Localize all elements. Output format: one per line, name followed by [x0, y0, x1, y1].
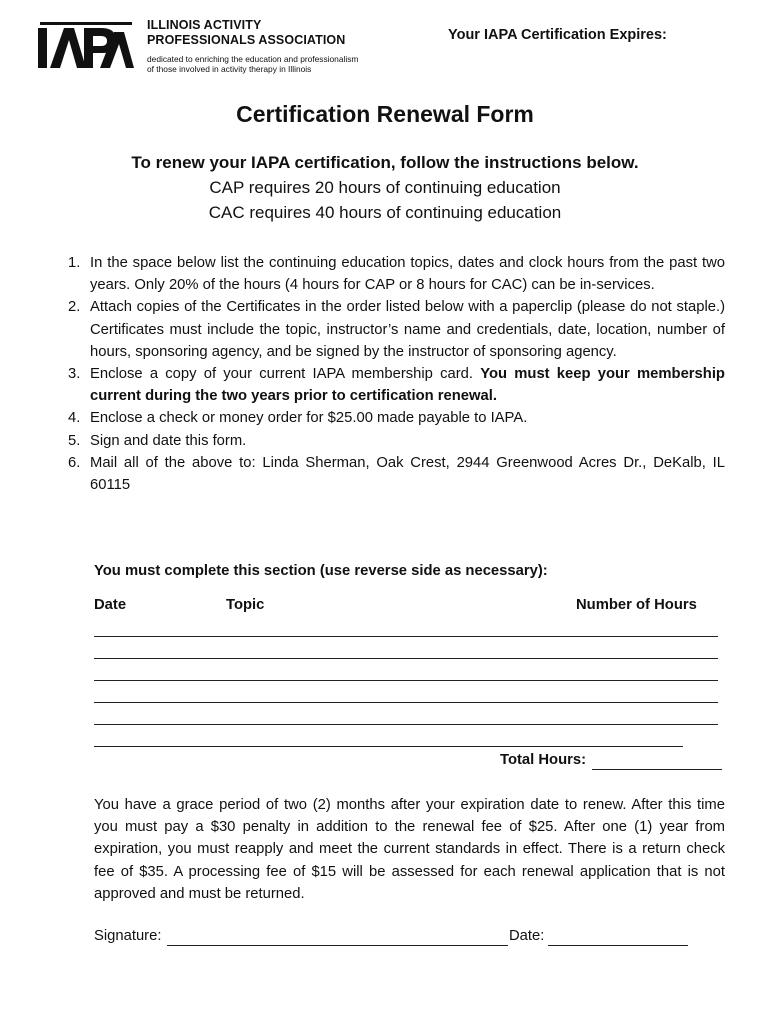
- org-name: [147, 18, 345, 48]
- grace-period-text: You have a grace period of two (2) months after your expiration date to renew. After this time you must pay a $30 penalty in addition to the renewal fee of $25. After one (1) year from expiration, you must reapply and meet the current standards in effect. There is a return check fee of $35. A processing fee of $15 will be assessed for each renewal application that is not approved and must be returned.: [94, 797, 725, 902]
- cap-requirement: CAP requires 20 hours of continuing education: [209, 178, 561, 197]
- entry-line[interactable]: [94, 658, 718, 659]
- instruction-item: [68, 407, 725, 429]
- section-heading: You must complete this section (use reverse side as necessary):: [94, 563, 548, 579]
- entry-line[interactable]: [94, 680, 718, 681]
- form-subtitle: To renew your IAPA certification, follow the instructions below.: [131, 153, 639, 172]
- entry-line[interactable]: [94, 746, 683, 747]
- column-header-hours: Number of Hours: [576, 597, 697, 613]
- total-hours-field[interactable]: [592, 769, 722, 770]
- instruction-text-bold: You must keep your membership current during the two years prior to certification renewal.: [90, 366, 725, 405]
- org-tagline: [147, 54, 358, 74]
- instruction-text: Attach copies of the Certificates in the order listed below with a paperclip (please do not staple.) Certificates must include the topic, instructor’s name and credentials, date, location, number of hours, sponsoring agency, and be signed by the instructor of sponsoring agency.: [90, 299, 725, 360]
- org-tagline-line1: dedicated to enriching the education and professionalism: [147, 54, 359, 64]
- cac-requirement: CAC requires 40 hours of continuing education: [208, 203, 562, 222]
- instruction-text: In the space below list the continuing education topics, dates and clock hours from the past two years. Only 20% of the hours (4 hours for CAP or 8 hours for CAC) can be in-services.: [90, 255, 725, 294]
- instruction-number: 1.: [68, 255, 81, 271]
- instruction-text: Enclose a check or money order for $25.00 made payable to IAPA.: [90, 410, 528, 427]
- instruction-item: [68, 430, 725, 452]
- instruction-number: 5.: [68, 432, 81, 449]
- instruction-item: [68, 252, 725, 296]
- org-name-line2: PROFESSIONALS ASSOCIATION: [147, 33, 346, 47]
- signature-label: Signature:: [94, 928, 162, 944]
- instruction-number: 2.: [68, 299, 81, 316]
- instruction-text-plain: Enclose a copy of your current IAPA membership card.: [90, 366, 473, 383]
- entry-line[interactable]: [94, 724, 718, 725]
- signature-field[interactable]: [167, 945, 508, 946]
- instruction-item: [68, 363, 725, 407]
- instruction-item: [68, 452, 725, 496]
- date-label: Date:: [509, 928, 545, 944]
- total-hours-label: Total Hours:: [500, 752, 587, 768]
- entry-line[interactable]: [94, 636, 718, 637]
- instruction-number: 6.: [68, 454, 81, 471]
- instruction-text: Mail all of the above to: Linda Sherman, Oak Crest, 2944 Greenwood Acres Dr., DeKalb, IL 60115: [90, 454, 725, 494]
- column-header-topic: Topic: [226, 597, 265, 613]
- iapa-logo: [38, 20, 134, 74]
- instructions-list: [68, 252, 725, 496]
- org-name-line1: ILLINOIS ACTIVITY: [147, 18, 262, 32]
- date-field[interactable]: [548, 945, 688, 946]
- instruction-number: 3.: [68, 366, 81, 383]
- org-tagline-line2: of those involved in activity therapy in Illinois: [147, 64, 312, 74]
- instruction-item: [68, 296, 725, 363]
- column-header-date: Date: [94, 597, 127, 613]
- instruction-text: Sign and date this form.: [90, 432, 247, 449]
- instruction-text: [90, 363, 725, 407]
- instruction-number: 4.: [68, 410, 81, 427]
- entry-line[interactable]: [94, 702, 718, 703]
- form-title: Certification Renewal Form: [236, 101, 534, 127]
- expiration-label: Your IAPA Certification Expires:: [448, 27, 667, 43]
